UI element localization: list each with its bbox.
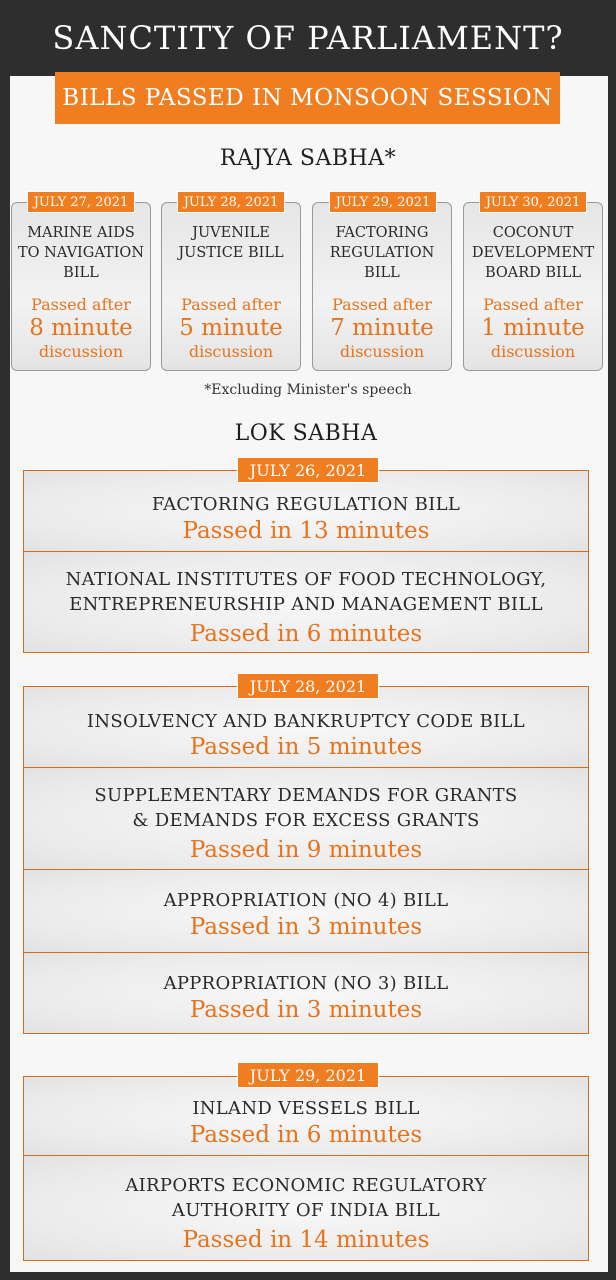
rs-passed-label: Passed after xyxy=(483,295,583,314)
rs-bill-name-line: DEVELOPMENT xyxy=(471,245,595,261)
ls-bill-name-line: FACTORING REGULATION BILL xyxy=(151,494,461,515)
rs-duration: 8 minute xyxy=(29,315,133,341)
rs-discussion-label: discussion xyxy=(188,342,274,361)
ls-bill-row xyxy=(24,767,588,869)
ls-bill-row xyxy=(24,551,588,652)
lok-sabha-heading: LOK SABHA xyxy=(234,421,378,446)
ls-bill-name xyxy=(24,709,588,734)
rs-passed-label: Passed after xyxy=(332,295,432,314)
ls-date-badge: JULY 28, 2021 xyxy=(237,673,379,699)
rs-bill-name xyxy=(162,223,300,263)
rs-bill-name xyxy=(12,223,150,283)
ls-bill-row xyxy=(24,1155,588,1260)
ls-bill-result: Passed in 5 minutes xyxy=(189,734,423,760)
ls-bill-name-line: ENTREPRENEURSHIP AND MANAGEMENT BILL xyxy=(69,594,543,615)
rs-date-badge: JULY 29, 2021 xyxy=(329,191,437,213)
ls-bill-result: Passed in 6 minutes xyxy=(189,1122,423,1148)
rs-passed-label: Passed after xyxy=(31,295,131,314)
rs-date-badge: JULY 28, 2021 xyxy=(177,191,285,213)
rs-bill-name-line: COCONUT xyxy=(492,225,574,241)
rs-bill-name-line: REGULATION xyxy=(329,245,435,261)
rs-card xyxy=(312,202,452,371)
ls-bill-result: Passed in 6 minutes xyxy=(189,621,423,647)
ls-bill-name-line: APPROPRIATION (NO 4) BILL xyxy=(163,890,449,911)
rs-discussion-label: discussion xyxy=(339,342,425,361)
rs-discussion-label: discussion xyxy=(38,342,124,361)
rs-bill-name-line: TO NAVIGATION xyxy=(17,245,145,261)
ls-bill-name xyxy=(24,1096,588,1121)
ls-bill-row xyxy=(24,471,588,551)
ls-bill-row xyxy=(24,1077,588,1155)
ls-bill-name xyxy=(24,492,588,517)
ls-bill-result: Passed in 13 minutes xyxy=(182,518,430,544)
ls-bill-name-line: NATIONAL INSTITUTES OF FOOD TECHNOLOGY, xyxy=(65,569,547,590)
ls-bill-result: Passed in 3 minutes xyxy=(189,997,423,1023)
rs-bill-name xyxy=(313,223,451,283)
ls-bill-name-line: AUTHORITY OF INDIA BILL xyxy=(171,1200,441,1221)
ls-bill-name xyxy=(24,783,588,833)
rs-bill-name xyxy=(464,223,602,283)
rs-date-badge: JULY 27, 2021 xyxy=(27,191,135,213)
rs-bill-name-line: MARINE AIDS xyxy=(27,225,135,241)
rs-bill-name-line: FACTORING xyxy=(335,225,429,241)
rs-card xyxy=(11,202,151,371)
ls-bill-name xyxy=(24,888,588,913)
ls-date-badge: JULY 26, 2021 xyxy=(237,457,379,483)
ls-bill-name-line: APPROPRIATION (NO 3) BILL xyxy=(163,973,449,994)
ls-date-badge: JULY 29, 2021 xyxy=(237,1062,379,1088)
ls-bill-row xyxy=(24,687,588,767)
rs-duration: 7 minute xyxy=(330,315,434,341)
ls-bill-row xyxy=(24,869,588,952)
ls-bill-name-line: SUPPLEMENTARY DEMANDS FOR GRANTS xyxy=(94,785,518,806)
rs-bill-name-line: JUSTICE BILL xyxy=(178,245,284,261)
ls-group xyxy=(23,470,589,653)
rs-passed-label: Passed after xyxy=(181,295,281,314)
footnote: *Excluding Minister's speech xyxy=(204,382,412,398)
ls-bill-result: Passed in 14 minutes xyxy=(182,1227,430,1253)
ls-bill-name-line: INLAND VESSELS BILL xyxy=(192,1098,420,1119)
rs-discussion-label: discussion xyxy=(490,342,576,361)
rs-bill-name-line: BILL xyxy=(63,265,99,281)
rs-bill-name-line: JUVENILE xyxy=(192,225,270,241)
ls-bill-name-line: INSOLVENCY AND BANKRUPTCY CODE BILL xyxy=(86,711,526,732)
rs-bill-name-line: BILL xyxy=(364,265,400,281)
ls-bill-name xyxy=(24,1173,588,1223)
ls-bill-name xyxy=(24,567,588,617)
ls-bill-result: Passed in 3 minutes xyxy=(189,914,423,940)
ls-bill-row xyxy=(24,952,588,1033)
rs-duration: 1 minute xyxy=(481,315,585,341)
rs-duration: 5 minute xyxy=(179,315,283,341)
subtitle-banner: BILLS PASSED IN MONSOON SESSION xyxy=(55,72,560,124)
ls-bill-name-line: AIRPORTS ECONOMIC REGULATORY xyxy=(125,1175,487,1196)
ls-bill-name xyxy=(24,971,588,996)
rs-date-badge: JULY 30, 2021 xyxy=(479,191,587,213)
ls-bill-name-line: & DEMANDS FOR EXCESS GRANTS xyxy=(132,810,480,831)
ls-group xyxy=(23,686,589,1034)
rs-card xyxy=(161,202,301,371)
rajya-sabha-heading: RAJYA SABHA* xyxy=(219,146,397,171)
page-title: SANCTITY OF PARLIAMENT? xyxy=(52,19,564,57)
rs-card xyxy=(463,202,603,371)
ls-bill-result: Passed in 9 minutes xyxy=(189,837,423,863)
rs-bill-name-line: BOARD BILL xyxy=(484,265,582,281)
ls-group xyxy=(23,1076,589,1261)
